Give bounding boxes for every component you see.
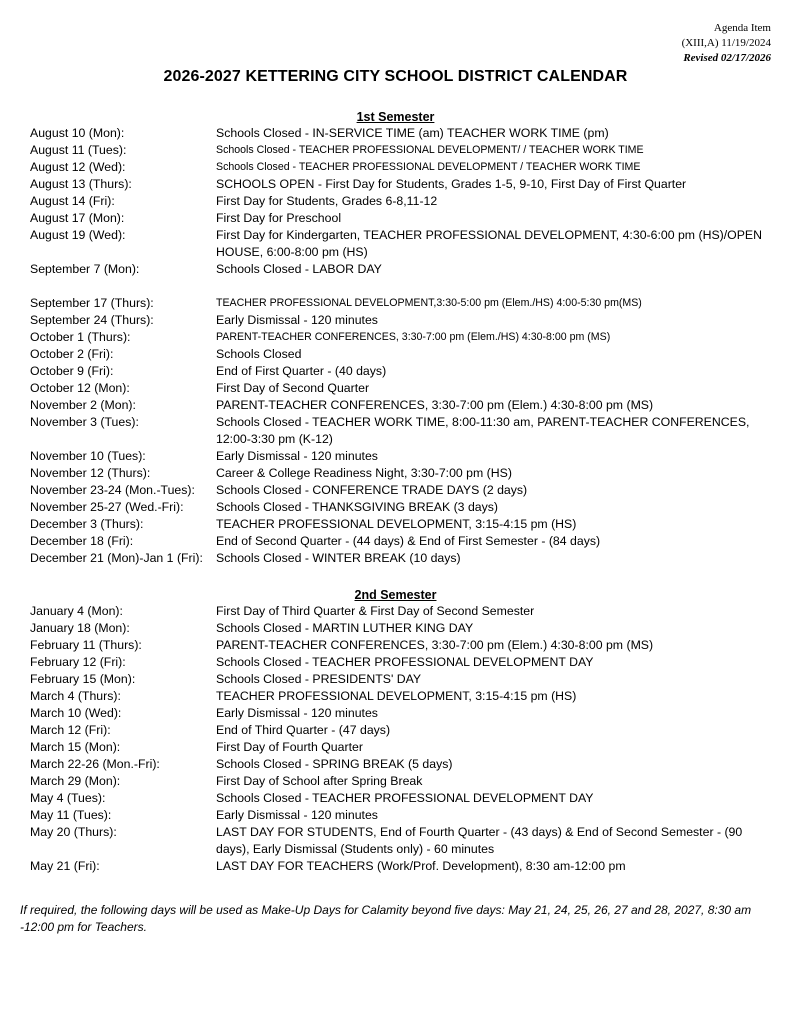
- calendar-row: [30, 210, 770, 227]
- calendar-date: November 2 (Mon):: [30, 398, 136, 412]
- calendar-row: [30, 824, 770, 858]
- calendar-row: [30, 227, 770, 261]
- calendar-date: March 12 (Fri):: [30, 723, 111, 737]
- calendar-event: First Day of Fourth Quarter: [216, 740, 363, 754]
- calendar-date: September 7 (Mon):: [30, 262, 140, 276]
- calendar-date: September 17 (Thurs):: [30, 296, 154, 310]
- calendar-event: Career & College Readiness Night, 3:30-7:00 pm (HS): [216, 466, 512, 480]
- calendar-date: February 11 (Thurs):: [30, 638, 142, 652]
- calendar-date: May 4 (Tues):: [30, 791, 106, 805]
- calendar-date: October 12 (Mon):: [30, 381, 130, 395]
- calendar-row: [30, 295, 770, 312]
- calendar-date: February 12 (Fri):: [30, 655, 126, 669]
- calendar-date: May 21 (Fri):: [30, 859, 100, 873]
- agenda-item-block: [682, 21, 771, 66]
- calendar-date: August 12 (Wed):: [30, 160, 126, 174]
- calendar-date: March 10 (Wed):: [30, 706, 122, 720]
- calendar-event: First Day of School after Spring Break: [216, 774, 423, 788]
- calendar-event: PARENT-TEACHER CONFERENCES, 3:30-7:00 pm (Elem.) 4:30-8:00 pm (MS): [216, 638, 654, 652]
- calendar-date: October 9 (Fri):: [30, 364, 114, 378]
- calendar-row: [30, 858, 770, 875]
- calendar-event: First Day of Second Quarter: [216, 381, 370, 395]
- calendar-event: Schools Closed - THANKSGIVING BREAK (3 days): [216, 500, 499, 514]
- agenda-item-label: Agenda Item: [713, 22, 771, 34]
- calendar-row: [30, 261, 770, 278]
- calendar-row: [30, 193, 770, 210]
- calendar-event: End of First Quarter - (40 days): [216, 364, 387, 378]
- calendar-event: TEACHER PROFESSIONAL DEVELOPMENT, 3:15-4:15 pm (HS): [216, 517, 577, 531]
- calendar-row: [30, 142, 770, 159]
- calendar-row: [30, 363, 770, 380]
- calendar-row: [30, 346, 770, 363]
- calendar-event: First Day for Kindergarten, TEACHER PROFESSIONAL DEVELOPMENT, 4:30-6:00 pm (HS)/OPEN HOUSE, 6:00-8:00 pm (HS): [216, 228, 763, 259]
- calendar-date: January 18 (Mon):: [30, 621, 130, 635]
- semester-2-heading: 2nd Semester: [354, 588, 437, 602]
- calendar-event: Schools Closed - PRESIDENTS' DAY: [216, 672, 422, 686]
- calendar-row: [30, 380, 770, 397]
- calendar-event: Schools Closed - IN-SERVICE TIME (am) TEACHER WORK TIME (pm): [216, 126, 609, 140]
- calendar-row: [30, 482, 770, 499]
- calendar-date: August 11 (Tues):: [30, 143, 127, 157]
- calendar-row: [30, 637, 770, 654]
- calendar-date: December 3 (Thurs):: [30, 517, 144, 531]
- calendar-event: Schools Closed - LABOR DAY: [216, 262, 382, 276]
- calendar-row: [30, 620, 770, 637]
- calendar-date: January 4 (Mon):: [30, 604, 123, 618]
- calendar-date: February 15 (Mon):: [30, 672, 136, 686]
- calendar-date: October 2 (Fri):: [30, 347, 114, 361]
- calendar-row: [30, 516, 770, 533]
- calendar-date: November 10 (Tues):: [30, 449, 146, 463]
- calendar-row: [30, 550, 770, 567]
- calendar-event: Schools Closed - TEACHER PROFESSIONAL DEVELOPMENT / TEACHER WORK TIME: [216, 161, 641, 173]
- calendar-date: May 11 (Tues):: [30, 808, 112, 822]
- calendar-event: Schools Closed - SPRING BREAK (5 days): [216, 757, 453, 771]
- calendar-event: PARENT-TEACHER CONFERENCES, 3:30-7:00 pm (Elem./HS) 4:30-8:00 pm (MS): [216, 331, 611, 343]
- calendar-date: March 15 (Mon):: [30, 740, 121, 754]
- revised-date: Revised 02/17/2026: [683, 52, 771, 64]
- calendar-date: December 18 (Fri):: [30, 534, 134, 548]
- calendar-event: Early Dismissal - 120 minutes: [216, 313, 378, 327]
- calendar-row: [30, 125, 770, 142]
- calendar-event: TEACHER PROFESSIONAL DEVELOPMENT,3:30-5:00 pm (Elem./HS) 4:00-5:30 pm(MS): [216, 297, 642, 309]
- calendar-date: August 14 (Fri):: [30, 194, 115, 208]
- calendar-event: End of Second Quarter - (44 days) & End of First Semester - (84 days): [216, 534, 601, 548]
- calendar-event: Early Dismissal - 120 minutes: [216, 706, 378, 720]
- row-spacer: [30, 278, 770, 295]
- calendar-event: Schools Closed - TEACHER PROFESSIONAL DEVELOPMENT DAY: [216, 791, 594, 805]
- calendar-date: August 13 (Thurs):: [30, 177, 132, 191]
- calendar-event: First Day for Preschool: [216, 211, 342, 225]
- calendar-event: First Day of Third Quarter & First Day of Second Semester: [216, 604, 535, 618]
- calendar-row: [30, 159, 770, 176]
- calendar-row: [30, 499, 770, 516]
- calendar-date: August 19 (Wed):: [30, 228, 126, 242]
- calendar-date: October 1 (Thurs):: [30, 330, 131, 344]
- calendar-event: Schools Closed - TEACHER PROFESSIONAL DEVELOPMENT/ / TEACHER WORK TIME: [216, 144, 644, 156]
- calendar-event: TEACHER PROFESSIONAL DEVELOPMENT, 3:15-4:15 pm (HS): [216, 689, 577, 703]
- calendar-row: [30, 790, 770, 807]
- calendar-row: [30, 688, 770, 705]
- calendar-date: November 23-24 (Mon.-Tues):: [30, 483, 195, 497]
- calendar-row: [30, 739, 770, 756]
- calendar-row: [30, 533, 770, 550]
- calendar-event: SCHOOLS OPEN - First Day for Students, Grades 1-5, 9-10, First Day of First Quarter: [216, 177, 687, 191]
- calendar-event: PARENT-TEACHER CONFERENCES, 3:30-7:00 pm (Elem.) 4:30-8:00 pm (MS): [216, 398, 654, 412]
- calendar-date: November 3 (Tues):: [30, 415, 139, 429]
- calendar-event: Schools Closed - TEACHER PROFESSIONAL DEVELOPMENT DAY: [216, 655, 594, 669]
- calendar-row: [30, 807, 770, 824]
- agenda-item-reference: (XIII,A) 11/19/2024: [681, 37, 771, 49]
- calendar-row: [30, 448, 770, 465]
- calendar-row: [30, 756, 770, 773]
- calendar-date: March 22-26 (Mon.-Fri):: [30, 757, 160, 771]
- calendar-event: Early Dismissal - 120 minutes: [216, 808, 378, 822]
- calendar-row: [30, 465, 770, 482]
- calendar-event: Schools Closed - CONFERENCE TRADE DAYS (2 days): [216, 483, 528, 497]
- calendar-date: August 10 (Mon):: [30, 126, 125, 140]
- calendar-row: [30, 773, 770, 790]
- calendar-row: [30, 722, 770, 739]
- calendar-event: LAST DAY FOR TEACHERS (Work/Prof. Development), 8:30 am-12:00 pm: [216, 859, 626, 873]
- calendar-row: [30, 654, 770, 671]
- calendar-row: [30, 397, 770, 414]
- calendar-date: March 29 (Mon):: [30, 774, 121, 788]
- semester-1-heading: 1st Semester: [356, 110, 435, 124]
- calendar-event: LAST DAY FOR STUDENTS, End of Fourth Quarter - (43 days) & End of Second Semester - (90 days), Early Dismissal (Students only) - 60 minutes: [216, 825, 743, 856]
- calendar-row: [30, 414, 770, 448]
- calendar-date: November 12 (Thurs):: [30, 466, 151, 480]
- calendar-event: End of Third Quarter - (47 days): [216, 723, 391, 737]
- calendar-event: Schools Closed - TEACHER WORK TIME, 8:00-11:30 am, PARENT-TEACHER CONFERENCES, 12:00-3:30 pm (K-12): [216, 415, 750, 446]
- calendar-date: August 17 (Mon):: [30, 211, 125, 225]
- calendar-date: November 25-27 (Wed.-Fri):: [30, 500, 184, 514]
- semester-2-table: [30, 603, 770, 875]
- calendar-event: Early Dismissal - 120 minutes: [216, 449, 378, 463]
- calendar-row: [30, 671, 770, 688]
- make-up-days-note: If required, the following days will be used as Make-Up Days for Calamity beyond five days: May 21, 24, 25, 26, 27 and 28, 2027, 8:30 am -12:00 pm for Teachers.: [20, 903, 752, 934]
- calendar-row: [30, 312, 770, 329]
- calendar-event: Schools Closed: [216, 347, 302, 361]
- semester-1-table: [30, 125, 770, 567]
- calendar-row: [30, 176, 770, 193]
- calendar-date: May 20 (Thurs):: [30, 825, 117, 839]
- calendar-event: Schools Closed - WINTER BREAK (10 days): [216, 551, 461, 565]
- calendar-event: First Day for Students, Grades 6-8,11-12: [216, 194, 438, 208]
- calendar-event: Schools Closed - MARTIN LUTHER KING DAY: [216, 621, 474, 635]
- calendar-date: March 4 (Thurs):: [30, 689, 121, 703]
- calendar-row: [30, 603, 770, 620]
- calendar-date: September 24 (Thurs):: [30, 313, 154, 327]
- calendar-row: [30, 705, 770, 722]
- page-title: 2026-2027 KETTERING CITY SCHOOL DISTRICT CALENDAR: [163, 68, 628, 85]
- calendar-date: December 21 (Mon)-Jan 1 (Fri):: [30, 551, 203, 565]
- calendar-row: [30, 329, 770, 346]
